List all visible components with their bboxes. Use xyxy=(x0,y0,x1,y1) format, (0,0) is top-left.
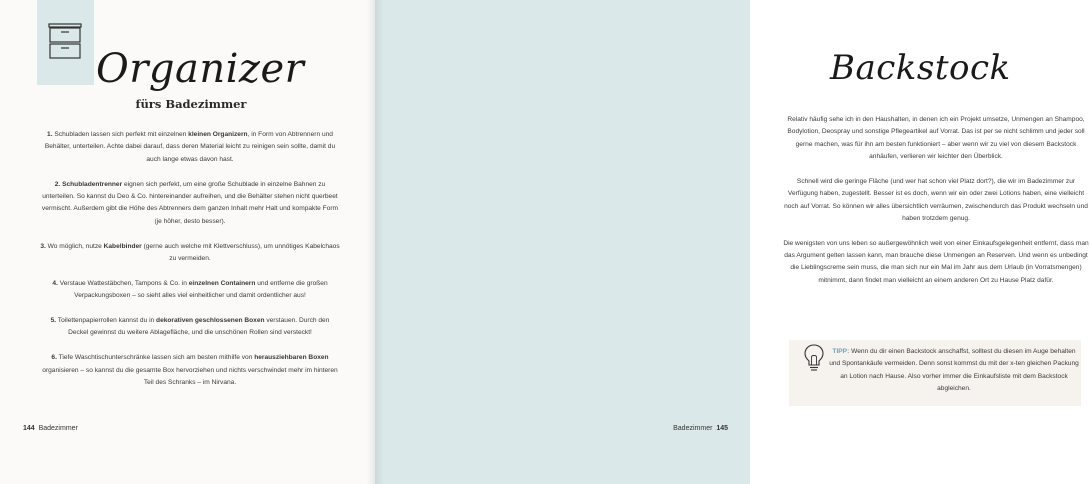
item-text: verstauen. Durch den Deckel gewinnst du weitere Ablagefläche, und die unschönen Rollen sind versteckt! xyxy=(68,317,330,337)
item-number: 2. xyxy=(54,180,61,188)
list-item xyxy=(40,241,340,266)
lightbulb-icon xyxy=(803,343,825,373)
tip-body: Wenn du dir einen Backstock anschaffst, solltest du diesen im Auge behalten und Spontankäufe vermeiden. Denn sonst kommst du mit der x-ten gleichen Packung an Lotion nach Hause. Also vorher immer die Einkaufsliste mit dem Backstock abgleichen. xyxy=(829,348,1079,393)
item-text: Verstaue Wattestäbchen, Tampons & Co. in xyxy=(57,279,189,287)
right-footer xyxy=(673,425,728,432)
paragraph: Relativ häufig sehe ich in den Haushalten, in denen ich ein Projekt umsetze, Unmengen an Shampoo, Bodylotion, Deospray und sonstige Pflegeartikel auf Vorrat. Das ist per se nicht schlimm und jeder soll gerne machen, was für ihn am besten funktioniert – aber wenn wir zu viel von diesem Backstock anhäufen, verlieren wir leichter den Überblick. xyxy=(787,116,1085,161)
section-name: Badezimmer xyxy=(38,425,78,432)
item-highlight: einzelnen Containern xyxy=(188,279,256,287)
section-name: Badezimmer xyxy=(673,425,713,432)
item-text: eignen sich perfekt, um eine große Schublade in einzelne Bahnen zu unterteilen. So kannst du Deo & Co. hintereinander aufreihen, und die Behälter stehen nicht querbeet vermischt. Außerdem gibt die Höhe des Abtrenners dem ganzen Inhalt mehr Halt und kompakte Form (je höher, desto besser). xyxy=(41,180,339,225)
right-page xyxy=(375,0,1089,484)
item-highlight: kleinen Organizern xyxy=(188,131,248,138)
list-item xyxy=(40,352,340,389)
list-item xyxy=(40,315,340,340)
item-number: 1. xyxy=(47,131,53,138)
list-item xyxy=(40,179,340,229)
page-number: 145 xyxy=(716,425,728,432)
page-number: 144 xyxy=(23,425,35,432)
tip-label: TIPP: xyxy=(832,348,850,355)
paragraph: Die wenigsten von uns leben so außergewöhnlich weit von einer Einkaufsgelegenheit entfernt, dass man das Argument gelten lassen kann, man brauche diese Unmengen an Reserven. Und wenn es unbedingt die Lieblingscreme sein muss, die man sich nur ein Mal im Jahr aus dem Urlaub (in Vorratsmengen) mitnimmt, dann findet man vielleicht an einem anderen Ort zu Hause Platz dafür. xyxy=(783,239,1089,284)
paragraph: Schnell wird die geringe Fläche (und wer hat schon viel Platz dort?), die wir im Badezimmer zur Verfügung haben, zugestellt. Besser ist es doch, wenn wir ein oder zwei Lotions haben, eine vielleicht noch auf Vorrat. So können wir alles übersichtlich verräumen, zwischendurch das Produkt wechseln und haben trotzdem genug. xyxy=(784,177,1088,223)
item-number: 5. xyxy=(50,317,57,325)
item-highlight: dekorativen geschlossenen Boxen xyxy=(156,317,265,325)
item-text: , in Form von Abtrennern und Behälter, unterteilen. Achte dabei darauf, dass deren Material leicht zu reinigen sein sollte, damit du auch lange etwas davon hast. xyxy=(44,131,336,163)
item-number: 4. xyxy=(52,279,58,287)
list-item xyxy=(40,129,340,166)
item-highlight: Schubladentrenner xyxy=(62,180,123,188)
item-text: Toilettenpapierrollen kannst du in xyxy=(56,317,157,325)
item-number: 6. xyxy=(51,354,57,362)
page-subtitle: fürs Badezimmer xyxy=(135,97,247,111)
item-highlight: Kabelbinder xyxy=(103,242,142,250)
item-text: und entferne die großen Verpackungsboxen – so sieht alles viel einheitlicher und damit ordentlicher aus! xyxy=(74,279,328,300)
left-page xyxy=(0,0,375,484)
item-number: 3. xyxy=(40,242,46,250)
page-title: Organizer xyxy=(96,46,305,92)
icon-panel xyxy=(37,0,94,85)
item-text: Wo möglich, nutze xyxy=(45,242,104,250)
item-text: Tiefe Waschtischunterschränke lassen sich am besten mithilfe von xyxy=(56,354,255,362)
tip-text xyxy=(829,346,1079,396)
item-text: organisieren – so kannst du die gesamte Box hervorziehen und nichts verschwindet mehr im hinteren Teil des Schranks – im Nirvana. xyxy=(42,366,338,387)
left-footer xyxy=(23,425,78,432)
body-text xyxy=(782,114,1090,299)
tip-box xyxy=(789,340,1081,406)
list-item xyxy=(40,278,340,303)
item-text: Schubladen lassen sich perfekt mit einzelnen xyxy=(52,131,189,138)
page-title: Backstock xyxy=(830,48,1011,88)
tips-list xyxy=(40,129,340,402)
item-text: (gerne auch welche mit Klettverschluss), um unnötiges Kabelchaos zu vermeiden. xyxy=(141,242,340,263)
item-highlight: herausziehbaren Boxen xyxy=(254,354,329,362)
file-drawers-icon xyxy=(47,22,83,62)
